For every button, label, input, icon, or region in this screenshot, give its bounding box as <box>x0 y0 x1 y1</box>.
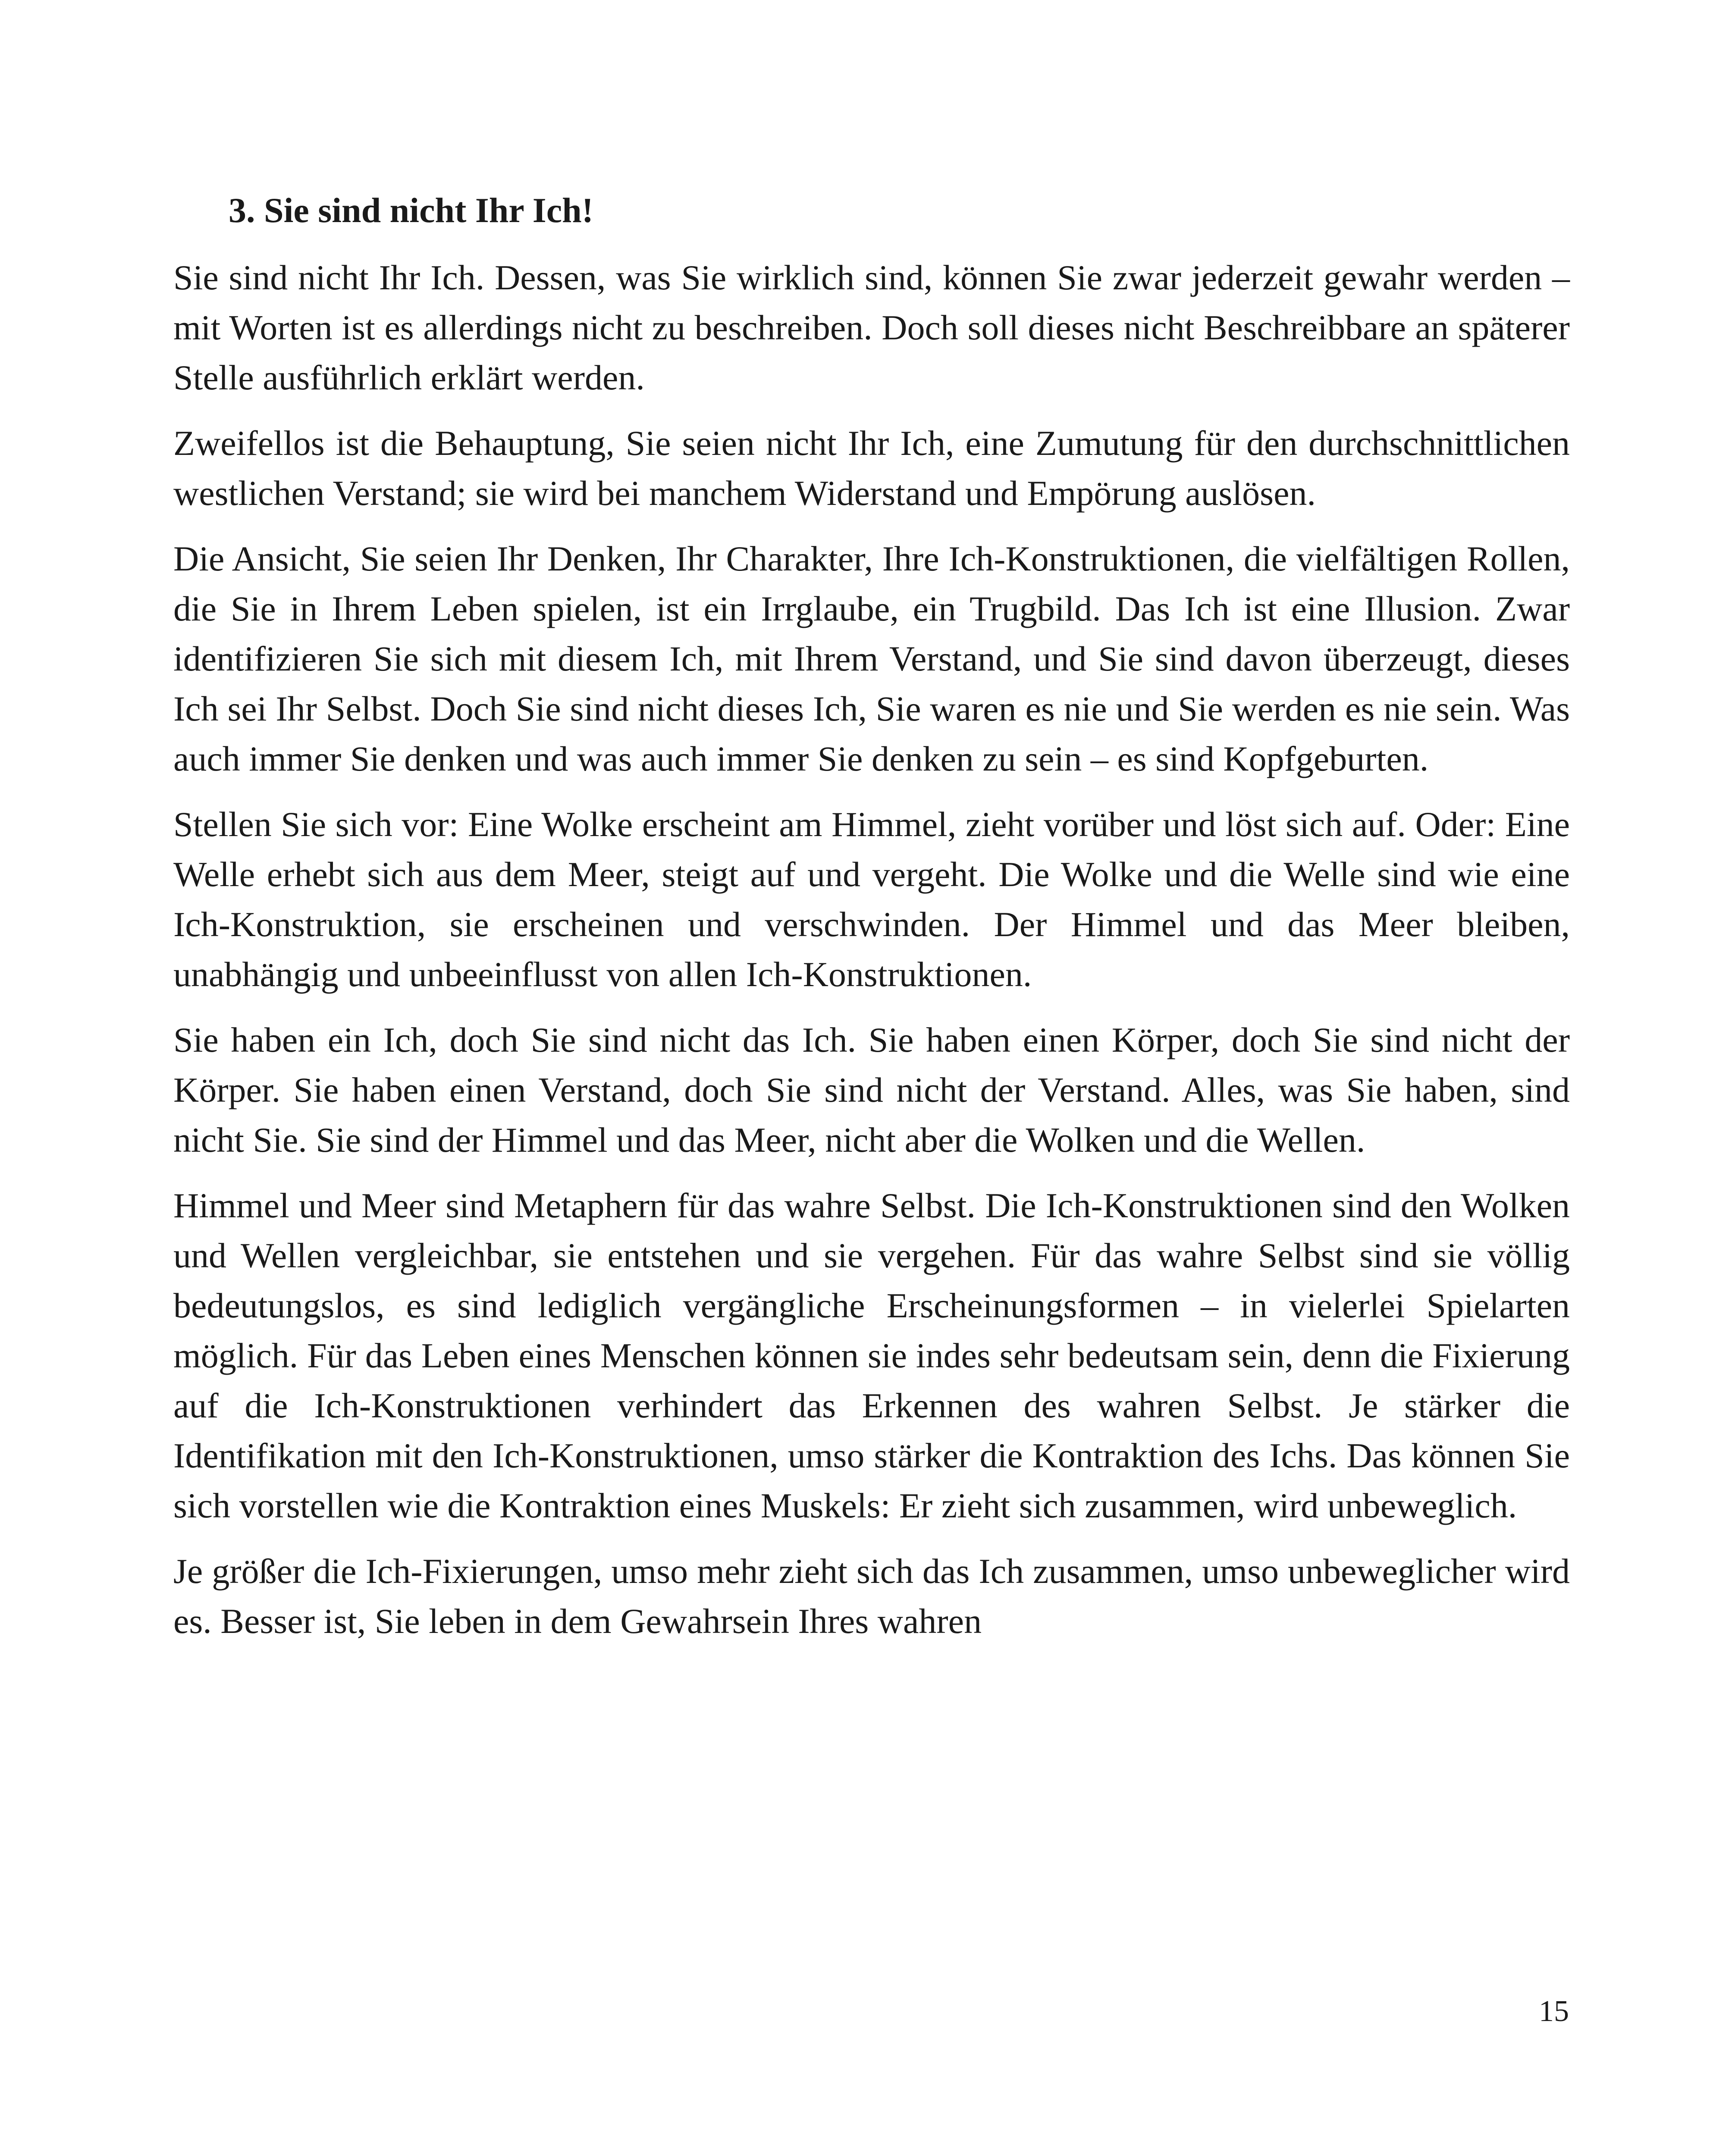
paragraph-6: Himmel und Meer sind Metaphern für das wahre Selbst. Die Ich-Konstruktionen sind den Wolken und Wellen vergleichbar, sie entstehen und sie vergehen. Für das wahre Selbst sind sie völlig bedeutungslos, es sind lediglich vergängliche Erscheinungsformen – in vielerlei Spielarten möglich. Für das Leben eines Menschen können sie indes sehr bedeutsam sein, denn die Fixierung auf die Ich-Konstruktionen verhindert das Erkennen des wahren Selbst. Je stärker die Identifikation mit den Ich-Konstruktionen, umso stärker die Kontraktion des Ichs. Das können Sie sich vorstellen wie die Kontraktion eines Muskels: Er zieht sich zusammen, wird unbeweglich. <box>173 1186 1570 1525</box>
page-number: 15 <box>1539 1995 1569 2028</box>
paragraph-1: Sie sind nicht Ihr Ich. Dessen, was Sie wirklich sind, können Sie zwar jederzeit gewahr werden – mit Worten ist es allerdings nicht zu beschreiben. Doch soll dieses nicht Beschreibbare an späterer Stelle ausführlich erklärt werden. <box>173 258 1570 397</box>
paragraph-4: Stellen Sie sich vor: Eine Wolke erscheint am Himmel, zieht vorüber und löst sich auf. Oder: Eine Welle erhebt sich aus dem Meer, steigt auf und vergeht. Die Wolke und die Welle sind wie eine Ich-Konstruktion, sie erscheinen und verschwinden. Der Himmel und das Meer bleiben, unabhängig und unbeeinflusst von allen Ich-Konstruktionen. <box>173 805 1570 994</box>
paragraph-7: Je größer die Ich-Fixierungen, umso mehr zieht sich das Ich zusammen, umso unbeweglicher wird es. Besser ist, Sie leben in dem Gewahrsein Ihres wahren <box>173 1551 1570 1641</box>
paragraph-5: Sie haben ein Ich, doch Sie sind nicht das Ich. Sie haben einen Körper, doch Sie sind nicht der Körper. Sie haben einen Verstand, doch Sie sind nicht der Verstand. Alles, was Sie haben, sind nicht Sie. Sie sind der Himmel und das Meer, nicht aber die Wolken und die Wellen. <box>173 1020 1570 1159</box>
section-heading: 3. Sie sind nicht Ihr Ich! <box>229 191 594 230</box>
paragraph-2: Zweifellos ist die Behauptung, Sie seien nicht Ihr Ich, eine Zumutung für den durchschnittlichen westlichen Verstand; sie wird bei manchem Widerstand und Empörung auslösen. <box>173 423 1570 513</box>
page-content <box>173 185 1570 1662</box>
paragraph-3: Die Ansicht, Sie seien Ihr Denken, Ihr Charakter, Ihre Ich-Konstruktionen, die vielfältigen Rollen, die Sie in Ihrem Leben spielen, ist ein Irrglaube, ein Trugbild. Das Ich ist eine Illusion. Zwar identifizieren Sie sich mit diesem Ich, mit Ihrem Verstand, und Sie sind davon überzeugt, dieses Ich sei Ihr Selbst. Doch Sie sind nicht dieses Ich, Sie waren es nie und Sie werden es nie sein. Was auch immer Sie denken und was auch immer Sie denken zu sein – es sind Kopfgeburten. <box>173 539 1570 778</box>
